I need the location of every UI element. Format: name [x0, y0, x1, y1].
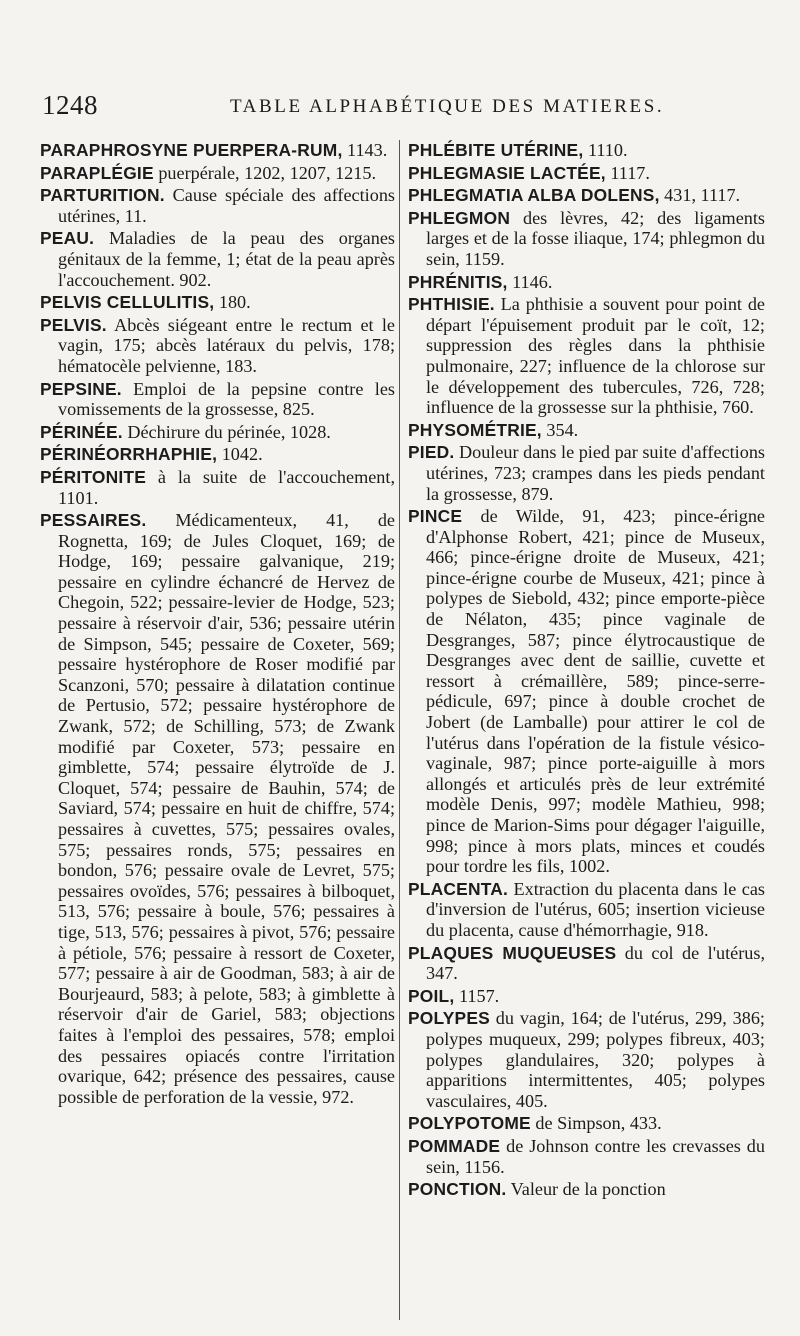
entry-text: Maladies de la peau des organes génitaux de la femme, 1; état de la peau après l'accouchement. 902. — [58, 228, 395, 290]
index-entry — [40, 379, 395, 420]
entry-term: PARAPHROSYNE PUERPERA-RUM, — [40, 140, 343, 160]
entry-term: PHLEGMON — [408, 207, 511, 228]
entry-text: 1110. — [583, 140, 628, 160]
entry-term: PHLEGMASIE LACTÉE, — [408, 162, 606, 183]
entry-text: La phthisie a souvent pour point de départ l'épuisement produit par le coït, 12; suppression des règles dans la phthisie pulmonaire, 227; influence de la chlorose sur le développement des tubercules, 726, 728; influence de la grossesse sur la phthisie, 760. — [426, 294, 765, 418]
entry-text: 1146. — [507, 271, 553, 292]
entry-term: PEPSINE. — [40, 378, 122, 399]
entry-text: Valeur de la ponction — [506, 1179, 666, 1200]
entry-term: PIED. — [408, 442, 455, 463]
index-entry — [40, 228, 395, 290]
index-entry — [408, 442, 765, 504]
entry-text: 431, 1117. — [659, 185, 741, 206]
index-entry — [408, 420, 765, 441]
page-number: 1248 — [42, 90, 98, 120]
entry-text: 354. — [541, 419, 579, 440]
index-entry — [40, 422, 395, 443]
index-entry — [408, 294, 765, 418]
entry-text: puerpérale, 1202, 1207, 1215. — [153, 162, 377, 183]
index-entry — [408, 272, 765, 293]
entry-text: de Wilde, 91, 423; pince-érigne d'Alphonse Robert, 421; pince de Museux, 466; pince-érigne droite de Museux, 421; pince-érigne courbe de Museux, 421; pince à polypes de Siebold, 432; pince emporte-pièce de Nélaton, 435; pince vaginale de Desgranges, 587; pince élytrocaustique de Desgranges avec dent de saillie, cuvette et ressort à crémaillère, 589; pince-serre-pédicule, 697; pince à double crochet de Jobert (de Lamballe) pour attirer le col de l'utérus dans l'opération de la fistule vésico-vaginale, 987; pince porte-aiguille à mors allongés et articulés près de leur extrémité modèle Denis, 997; modèle Mathieu, 998; pince de Marion-Sims pour dégager l'aiguille, 998; pince à mors plats, minces et coudés pour tordre les fils, 1002. — [426, 506, 765, 877]
entry-text: 180. — [214, 292, 251, 313]
entry-term: POMMADE — [408, 1135, 501, 1156]
entry-term: PARTURITION. — [40, 185, 165, 206]
index-entry — [408, 1136, 765, 1177]
entry-term: PÉRINÉE. — [40, 421, 123, 442]
index-entry — [40, 163, 395, 184]
index-entry — [408, 1179, 765, 1200]
entry-term: POLYPOTOME — [408, 1113, 531, 1134]
index-entry — [408, 185, 765, 206]
entry-text: Douleur dans le pied par suite d'affections utérines, 723; crampes dans les pieds pendant la grossesse, 879. — [426, 442, 765, 504]
index-entry — [40, 185, 395, 226]
entry-text: Abcès siégeant entre le rectum et le vagin, 175; abcès latéraux du pelvis, 178; hématocèle pelvienne, 183. — [58, 314, 395, 376]
entry-text: du vagin, 164; de l'utérus, 299, 386; polypes muqueux, 299; polypes fibreux, 403; polypes glandulaires, 320; polypes à apparitions intermittentes, 405; polypes vasculaires, 405. — [426, 1008, 765, 1111]
entry-text: 1157. — [454, 985, 500, 1006]
index-entry — [408, 208, 765, 270]
index-entry — [408, 879, 765, 941]
entry-term: PEAU. — [40, 228, 95, 249]
entry-term: PHLÉBITE UTÉRINE, — [408, 140, 584, 160]
index-entry — [40, 467, 395, 508]
entry-text: de Simpson, 433. — [530, 1113, 662, 1134]
entry-term: POLYPES — [408, 1008, 490, 1029]
left-column — [40, 140, 395, 1109]
index-entry — [40, 140, 395, 161]
entry-term: POIL, — [408, 985, 455, 1006]
entry-term: PINCE — [408, 506, 463, 527]
index-entry — [408, 943, 765, 984]
page-header — [0, 90, 800, 130]
index-entry — [408, 1113, 765, 1134]
index-entry — [408, 163, 765, 184]
entry-text: 1143. — [342, 140, 388, 160]
index-entry — [408, 986, 765, 1007]
entry-term: PHLEGMATIA ALBA DOLENS, — [408, 185, 660, 206]
entry-text: des lèvres, 42; des ligaments larges et de la fosse iliaque, 174; phlegmon du sein, 1159. — [426, 207, 765, 269]
entry-term: PHYSOMÉTRIE, — [408, 419, 542, 440]
entry-term: PHTHISIE. — [408, 294, 495, 315]
entry-text: Extraction du placenta dans le cas d'inversion de l'utérus, 605; insertion vicieuse du placenta, cause d'hémorrhagie, 918. — [426, 878, 765, 940]
entry-term: PELVIS. — [40, 314, 107, 335]
index-entry — [408, 506, 765, 877]
entry-text: Médicamenteux, 41, de Rognetta, 169; de Jules Cloquet, 169; de Hodge, 169; pessaire galvanique, 219; pessaire en cylindre échancré de Hervez de Chegoin, 522; pessaire-levier de Hodge, 523; pessaire à réservoir d'air, 536; pessaire utérin de Simpson, 545; pessaire de Coxeter, 569; pessaire hystérophore de Roser modifié par Scanzoni, 570; pessaire à dilatation continue de Pertusio, 572; pessaire hystérophore de Zwank, 572; de Schilling, 573; de Zwank modifié par Coxeter, 573; pessaire en gimblette, 574; pessaire élytroïde de J. Cloquet, 574; pessaire de Bauhin, 574; de Saviard, 574; pessaire en huit de chiffre, 574; pessaires à cuvettes, 575; pessaires ovales, 575; pessaires ronds, 575; pessaires en bondon, 576; pessaire ovale de Levret, 575; pessaires ovoïdes, 576; pessaires à bilboquet, 513, 576; pessaire à boule, 576; pessaires à tige, 513, 576; pessaires à pivot, 576; pessaire à pétiole, 576; pessaire à ressort de Coxeter, 577; pessaire à air de Goodman, 583; à air de Bourjeaurd, 583; à pelote, 583; à gimblette à réservoir d'air de Gariel, 583; objections faites à l'emploi des pessaires, 578; emploi des pessaires opiacés contre l'irritation ovarique, 642; présence des pessaires, cause possible de perforation de la vessie, 972. — [58, 510, 395, 1107]
entry-term: PELVIS CELLULITIS, — [40, 292, 215, 313]
entry-text: de Johnson contre les crevasses du sein, 1156. — [426, 1135, 765, 1177]
index-entry — [408, 140, 765, 161]
entry-text: du col de l'utérus, 347. — [426, 942, 765, 984]
entry-text: 1117. — [605, 162, 650, 183]
entry-term: PÉRINÉORRHAPHIE, — [40, 444, 218, 465]
entry-text: 1042. — [217, 444, 263, 465]
running-title: TABLE ALPHABÉTIQUE DES MATIERES. — [230, 96, 665, 117]
entry-term: PLAQUES MUQUEUSES — [408, 942, 617, 963]
entry-term: PHRÉNITIS, — [408, 271, 508, 292]
index-entry — [408, 1008, 765, 1111]
entry-term: PÉRITONITE — [40, 466, 147, 487]
index-entry — [40, 510, 395, 1107]
column-divider — [399, 140, 400, 1320]
entry-term: PONCTION. — [408, 1179, 507, 1200]
index-entry — [40, 315, 395, 377]
right-column — [408, 140, 765, 1202]
entry-term: PESSAIRES. — [40, 510, 147, 531]
entry-text: Cause spéciale des affections utérines, 11. — [58, 185, 395, 226]
entry-text: Emploi de la pepsine contre les vomissements de la grossesse, 825. — [58, 378, 395, 420]
entry-text: Déchirure du périnée, 1028. — [122, 421, 331, 442]
entry-term: PLACENTA. — [408, 878, 509, 899]
entry-term: PARAPLÉGIE — [40, 162, 154, 183]
index-entry — [40, 444, 395, 465]
entry-text: à la suite de l'accouchement, 1101. — [58, 466, 395, 508]
index-entry — [40, 292, 395, 313]
